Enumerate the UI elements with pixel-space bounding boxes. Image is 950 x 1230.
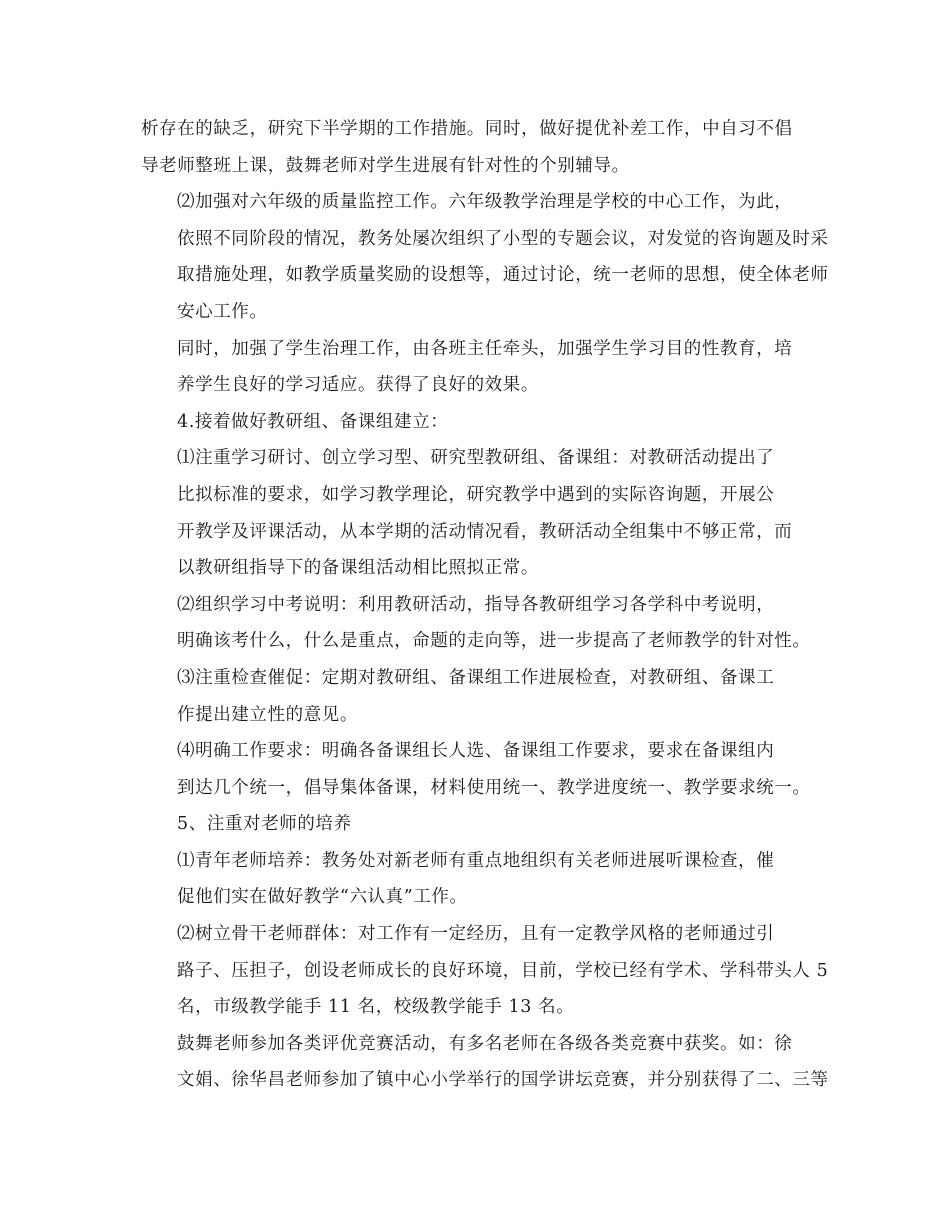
- paragraph: [141, 184, 829, 330]
- paragraph: [141, 440, 809, 513]
- paragraph: [141, 331, 809, 404]
- paragraph: [141, 111, 809, 184]
- text-line: 取措施处理，如教学质量奖励的设想等，通过讨论，统一老师的思想，使全体老师: [177, 265, 829, 286]
- text-line: 开教学及评课活动，从本学期的活动情况看，教研活动全组集中不够正常，而: [177, 521, 793, 542]
- paragraph: [141, 843, 809, 916]
- text-line: 鼓舞老师参加各类评优竞赛活动，有多名老师在各级各类竞赛中获奖。如：徐: [177, 1033, 793, 1054]
- paragraph: [141, 733, 809, 806]
- text-line: 析存在的缺乏，研究下半学期的工作措施。同时，做好提优补差工作，中自习不倡: [141, 119, 793, 139]
- paragraph: [141, 916, 829, 1026]
- text-line: ⑵加强对六年级的质量监控工作。六年级教学治理是学校的中心工作，为此，: [177, 192, 793, 213]
- text-line: 以教研组指导下的备课组活动相比照拟正常。: [177, 558, 539, 579]
- text-line: ⑴注重学习研讨、创立学习型、研究型教研组、备课组：对教研活动提出了: [177, 448, 775, 469]
- text-line: 导老师整班上课，鼓舞老师对学生进展有针对性的个别辅导。: [141, 155, 630, 176]
- paragraph: [141, 404, 809, 441]
- document-body: [141, 111, 829, 1099]
- text-line: ⑷明确工作要求：明确各备课组长人选、备课组工作要求，要求在备课组内: [177, 741, 775, 762]
- text-line: ⑴青年老师培养：教务处对新老师有重点地组织有关老师进展听课检查，催: [177, 850, 775, 871]
- text-line: 名，市级教学能手 11 名，校级教学能手 13 名。: [177, 997, 575, 1018]
- paragraph: [141, 1026, 829, 1099]
- text-line: 到达几个统一，倡导集体备课，材料使用统一、教学进度统一、教学要求统一。: [177, 777, 811, 798]
- text-line: 路子、压担子，创设老师成长的良好环境，目前，学校已经有学术、学科带头人 5: [177, 960, 829, 981]
- text-line: 同时，加强了学生治理工作，由各班主任牵头，加强学生学习目的性教育，培: [177, 338, 793, 359]
- text-line: 文娟、徐华昌老师参加了镇中心小学举行的国学讲坛竞赛，并分别获得了二、三等: [177, 1070, 829, 1091]
- paragraph: [141, 587, 809, 660]
- paragraph: [141, 514, 809, 587]
- text-line: 促他们实在做好教学“六认真”工作。: [177, 887, 468, 908]
- text-line: 养学生良好的学习适应。获得了良好的效果。: [177, 375, 539, 396]
- text-line: 5、注重对老师的培养: [177, 814, 352, 835]
- text-line: 安心工作。: [177, 301, 268, 322]
- text-line: ⑵树立骨干老师群体：对工作有一定经历，且有一定教学风格的老师通过引: [177, 924, 775, 945]
- text-line: 4.接着做好教研组、备课组建立：: [177, 411, 449, 432]
- text-line: ⑶注重检查催促：定期对教研组、备课组工作进展检查，对教研组、备课工: [177, 667, 775, 688]
- text-line: 明确该考什么，什么是重点，命题的走向等，进一步提高了老师教学的针对性。: [177, 631, 811, 652]
- text-line: 作提出建立性的意见。: [177, 704, 358, 725]
- paragraph: [141, 660, 809, 733]
- text-line: 依照不同阶段的情况，教务处屡次组织了小型的专题会议，对发觉的咨询题及时采: [177, 228, 829, 249]
- text-line: ⑵组织学习中考说明：利用教研活动，指导各教研组学习各学科中考说明，: [177, 594, 775, 615]
- text-line: 比拟标准的要求，如学习教学理论，研究教学中遇到的实际咨询题，开展公: [177, 484, 775, 505]
- paragraph: [141, 806, 809, 843]
